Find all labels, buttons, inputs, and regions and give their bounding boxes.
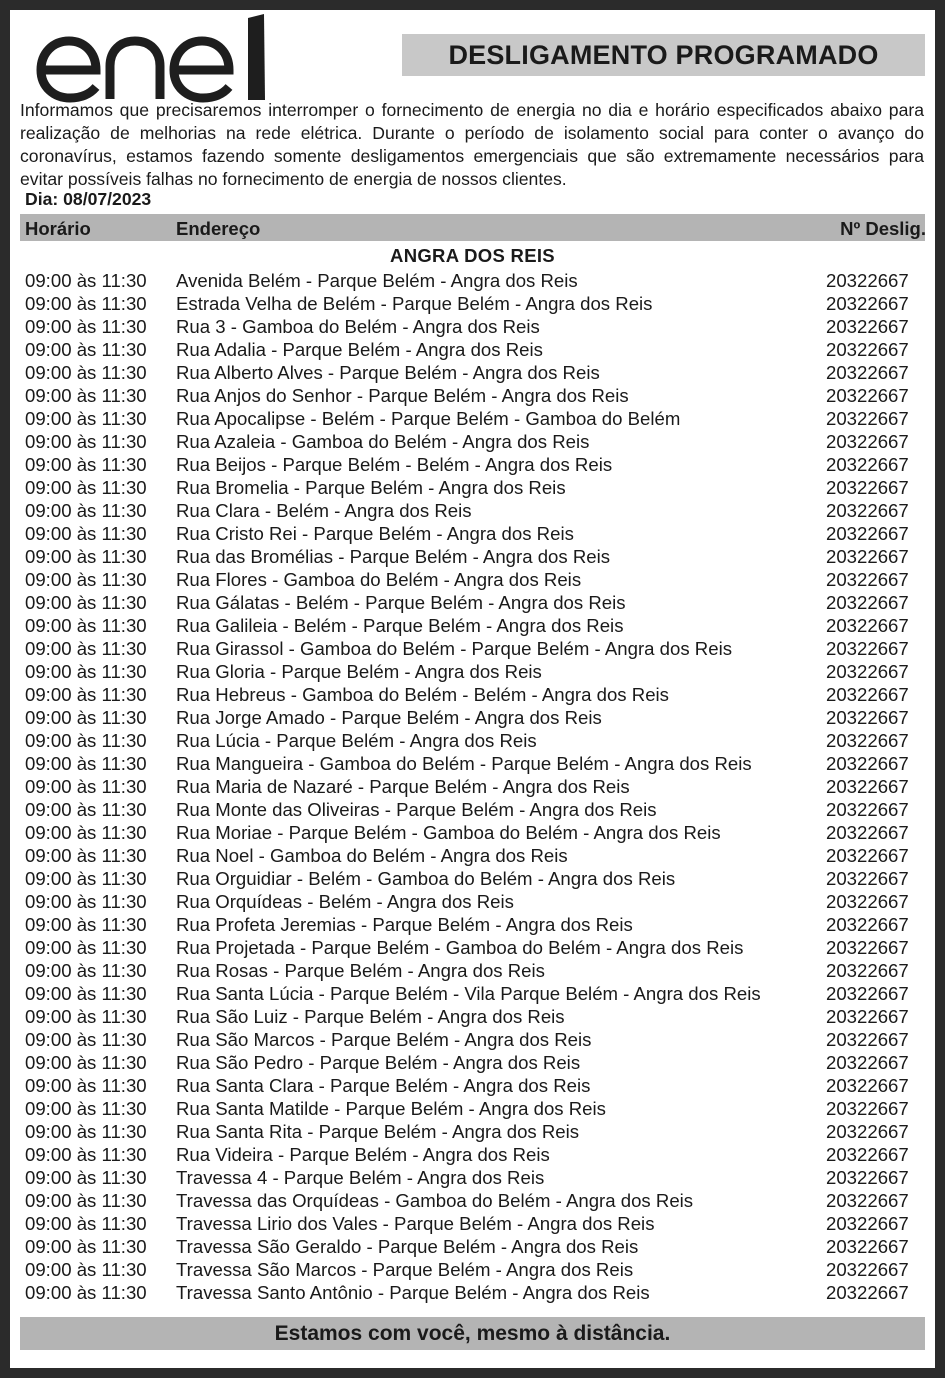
- table-row: [10, 890, 935, 913]
- table-row: [10, 821, 935, 844]
- table-row: [10, 660, 935, 683]
- row-number: 20322667: [826, 822, 909, 843]
- table-row: [10, 706, 935, 729]
- row-address: Rua Videira - Parque Belém - Angra dos Reis: [176, 1144, 550, 1165]
- table-row: [10, 982, 935, 1005]
- table-row: [10, 729, 935, 752]
- row-address: Rua Jorge Amado - Parque Belém - Angra dos Reis: [176, 707, 602, 728]
- row-time: 09:00 às 11:30: [25, 1144, 147, 1165]
- table-row: [10, 269, 935, 292]
- row-number: 20322667: [826, 408, 909, 429]
- table-row: [10, 568, 935, 591]
- row-address: Rua Monte das Oliveiras - Parque Belém - Angra dos Reis: [176, 799, 657, 820]
- row-number: 20322667: [826, 500, 909, 521]
- row-number: 20322667: [826, 776, 909, 797]
- table-row: [10, 1028, 935, 1051]
- row-address: Rua São Pedro - Parque Belém - Angra dos Reis: [176, 1052, 581, 1073]
- table-row: [10, 384, 935, 407]
- footer-banner: Estamos com você, mesmo à distância.: [20, 1317, 925, 1350]
- intro-paragraph: Informamos que precisaremos interromper o fornecimento de energia no dia e horário especificados abaixo para realização de melhorias na rede elétrica. Durante o período de isolamento social para conter o avanço do coronavírus, estamos fazendo somente desligamentos emergenciais que são extremamente necessários para evitar possíveis falhas no fornecimento de energia de nossos clientes.: [20, 100, 924, 189]
- row-time: 09:00 às 11:30: [25, 638, 147, 659]
- row-address: Rua Orquídeas - Belém - Angra dos Reis: [176, 891, 514, 912]
- table-row: [10, 637, 935, 660]
- table-row: [10, 430, 935, 453]
- table-row: [10, 936, 935, 959]
- row-time: 09:00 às 11:30: [25, 569, 147, 590]
- table-row: [10, 1212, 935, 1235]
- table-row: [10, 775, 935, 798]
- row-address: Rua Rosas - Parque Belém - Angra dos Reis: [176, 960, 545, 981]
- row-number: 20322667: [826, 845, 909, 866]
- row-number: 20322667: [826, 1006, 909, 1027]
- row-number: 20322667: [826, 983, 909, 1004]
- row-address: Rua Profeta Jeremias - Parque Belém - Angra dos Reis: [176, 914, 633, 935]
- row-address: Rua Mangueira - Gamboa do Belém - Parque Belém - Angra dos Reis: [176, 753, 752, 774]
- row-time: 09:00 às 11:30: [25, 1282, 147, 1303]
- row-address: Rua Santa Lúcia - Parque Belém - Vila Parque Belém - Angra dos Reis: [176, 983, 761, 1004]
- row-number: 20322667: [826, 569, 909, 590]
- row-time: 09:00 às 11:30: [25, 1190, 147, 1211]
- table-row: [10, 361, 935, 384]
- row-time: 09:00 às 11:30: [25, 914, 147, 935]
- row-time: 09:00 às 11:30: [25, 1006, 147, 1027]
- row-address: Travessa Lirio dos Vales - Parque Belém - Angra dos Reis: [176, 1213, 655, 1234]
- row-address: Rua Cristo Rei - Parque Belém - Angra dos Reis: [176, 523, 574, 544]
- row-address: Rua Clara - Belém - Angra dos Reis: [176, 500, 472, 521]
- row-number: 20322667: [826, 638, 909, 659]
- row-number: 20322667: [826, 1121, 909, 1142]
- row-time: 09:00 às 11:30: [25, 362, 147, 383]
- row-address: Rua Lúcia - Parque Belém - Angra dos Reis: [176, 730, 537, 751]
- row-address: Travessa 4 - Parque Belém - Angra dos Reis: [176, 1167, 545, 1188]
- row-time: 09:00 às 11:30: [25, 615, 147, 636]
- city-heading: ANGRA DOS REIS: [390, 245, 555, 266]
- row-number: 20322667: [826, 661, 909, 682]
- row-time: 09:00 às 11:30: [25, 523, 147, 544]
- outage-table-body: [10, 269, 935, 1304]
- row-number: 20322667: [826, 431, 909, 452]
- row-address: Rua Galileia - Belém - Parque Belém - Angra dos Reis: [176, 615, 624, 636]
- table-row: [10, 1051, 935, 1074]
- row-time: 09:00 às 11:30: [25, 684, 147, 705]
- row-number: 20322667: [826, 454, 909, 475]
- row-time: 09:00 às 11:30: [25, 730, 147, 751]
- row-address: Rua Santa Rita - Parque Belém - Angra dos Reis: [176, 1121, 580, 1142]
- row-number: 20322667: [826, 753, 909, 774]
- row-time: 09:00 às 11:30: [25, 661, 147, 682]
- row-time: 09:00 às 11:30: [25, 385, 147, 406]
- row-time: 09:00 às 11:30: [25, 293, 147, 314]
- row-address: Rua Gloria - Parque Belém - Angra dos Reis: [176, 661, 542, 682]
- table-row: [10, 913, 935, 936]
- date-label: Dia: 08/07/2023: [25, 189, 152, 209]
- row-time: 09:00 às 11:30: [25, 500, 147, 521]
- row-number: 20322667: [826, 1052, 909, 1073]
- row-time: 09:00 às 11:30: [25, 1075, 147, 1096]
- table-row: [10, 1120, 935, 1143]
- table-row: [10, 407, 935, 430]
- row-address: Travessa Santo Antônio - Parque Belém - Angra dos Reis: [176, 1282, 650, 1303]
- row-address: Rua Azaleia - Gamboa do Belém - Angra dos Reis: [176, 431, 590, 452]
- row-number: 20322667: [826, 707, 909, 728]
- table-row: [10, 453, 935, 476]
- table-row: [10, 545, 935, 568]
- row-address: Avenida Belém - Parque Belém - Angra dos Reis: [176, 270, 578, 291]
- table-row: [10, 798, 935, 821]
- table-row: [10, 315, 935, 338]
- row-time: 09:00 às 11:30: [25, 960, 147, 981]
- column-header-number: Nº Deslig.: [840, 218, 926, 239]
- row-number: 20322667: [826, 914, 909, 935]
- row-number: 20322667: [826, 477, 909, 498]
- row-time: 09:00 às 11:30: [25, 937, 147, 958]
- row-address: Rua Beijos - Parque Belém - Belém - Angra dos Reis: [176, 454, 613, 475]
- row-time: 09:00 às 11:30: [25, 1052, 147, 1073]
- table-row: [10, 591, 935, 614]
- column-header-address: Endereço: [176, 218, 261, 239]
- row-number: 20322667: [826, 592, 909, 613]
- table-row: [10, 683, 935, 706]
- row-number: 20322667: [826, 615, 909, 636]
- row-address: Rua Orguidiar - Belém - Gamboa do Belém - Angra dos Reis: [176, 868, 676, 889]
- row-number: 20322667: [826, 730, 909, 751]
- row-address: Rua Hebreus - Gamboa do Belém - Belém - Angra dos Reis: [176, 684, 669, 705]
- table-row: [10, 844, 935, 867]
- row-address: Rua São Luiz - Parque Belém - Angra dos Reis: [176, 1006, 565, 1027]
- row-number: 20322667: [826, 1029, 909, 1050]
- row-time: 09:00 às 11:30: [25, 1167, 147, 1188]
- table-row: [10, 1166, 935, 1189]
- table-row: [10, 476, 935, 499]
- row-time: 09:00 às 11:30: [25, 454, 147, 475]
- table-row: [10, 1143, 935, 1166]
- table-row: [10, 1097, 935, 1120]
- table-row: [10, 1189, 935, 1212]
- row-time: 09:00 às 11:30: [25, 1236, 147, 1257]
- table-row: [10, 338, 935, 361]
- row-time: 09:00 às 11:30: [25, 868, 147, 889]
- row-time: 09:00 às 11:30: [25, 1213, 147, 1234]
- row-time: 09:00 às 11:30: [25, 316, 147, 337]
- row-address: Rua Gálatas - Belém - Parque Belém - Angra dos Reis: [176, 592, 626, 613]
- table-row: [10, 1235, 935, 1258]
- table-row: [10, 1074, 935, 1097]
- row-number: 20322667: [826, 339, 909, 360]
- row-time: 09:00 às 11:30: [25, 1121, 147, 1142]
- row-address: Rua 3 - Gamboa do Belém - Angra dos Reis: [176, 316, 540, 337]
- column-header-time: Horário: [25, 218, 91, 239]
- row-address: Rua das Bromélias - Parque Belém - Angra dos Reis: [176, 546, 611, 567]
- row-time: 09:00 às 11:30: [25, 891, 147, 912]
- row-number: 20322667: [826, 960, 909, 981]
- row-time: 09:00 às 11:30: [25, 1098, 147, 1119]
- row-time: 09:00 às 11:30: [25, 776, 147, 797]
- table-row: [10, 959, 935, 982]
- row-time: 09:00 às 11:30: [25, 339, 147, 360]
- row-number: 20322667: [826, 523, 909, 544]
- row-number: 20322667: [826, 891, 909, 912]
- row-time: 09:00 às 11:30: [25, 983, 147, 1004]
- row-number: 20322667: [826, 1282, 909, 1303]
- row-number: 20322667: [826, 937, 909, 958]
- row-address: Travessa das Orquídeas - Gamboa do Belém - Angra dos Reis: [176, 1190, 694, 1211]
- row-time: 09:00 às 11:30: [25, 270, 147, 291]
- notice-page: [10, 10, 935, 1368]
- row-time: 09:00 às 11:30: [25, 1029, 147, 1050]
- row-time: 09:00 às 11:30: [25, 477, 147, 498]
- row-time: 09:00 às 11:30: [25, 431, 147, 452]
- row-number: 20322667: [826, 868, 909, 889]
- row-time: 09:00 às 11:30: [25, 845, 147, 866]
- row-time: 09:00 às 11:30: [25, 707, 147, 728]
- row-address: Rua Apocalipse - Belém - Parque Belém - Gamboa do Belém: [176, 408, 681, 429]
- row-address: Rua Anjos do Senhor - Parque Belém - Angra dos Reis: [176, 385, 629, 406]
- row-number: 20322667: [826, 385, 909, 406]
- table-row: [10, 867, 935, 890]
- row-time: 09:00 às 11:30: [25, 592, 147, 613]
- row-number: 20322667: [826, 684, 909, 705]
- table-row: [10, 1258, 935, 1281]
- row-address: Estrada Velha de Belém - Parque Belém - Angra dos Reis: [176, 293, 653, 314]
- row-number: 20322667: [826, 293, 909, 314]
- row-number: 20322667: [826, 1190, 909, 1211]
- table-row: [10, 1281, 935, 1304]
- table-row: [10, 752, 935, 775]
- row-address: Travessa São Marcos - Parque Belém - Angra dos Reis: [176, 1259, 634, 1280]
- table-row: [10, 522, 935, 545]
- row-address: Rua Moriae - Parque Belém - Gamboa do Belém - Angra dos Reis: [176, 822, 721, 843]
- row-time: 09:00 às 11:30: [25, 799, 147, 820]
- row-number: 20322667: [826, 1259, 909, 1280]
- row-time: 09:00 às 11:30: [25, 753, 147, 774]
- row-address: Travessa São Geraldo - Parque Belém - Angra dos Reis: [176, 1236, 639, 1257]
- row-address: Rua Santa Clara - Parque Belém - Angra dos Reis: [176, 1075, 591, 1096]
- row-number: 20322667: [826, 1213, 909, 1234]
- row-time: 09:00 às 11:30: [25, 546, 147, 567]
- row-time: 09:00 às 11:30: [25, 408, 147, 429]
- row-address: Rua Santa Matilde - Parque Belém - Angra dos Reis: [176, 1098, 606, 1119]
- row-number: 20322667: [826, 316, 909, 337]
- table-row: [10, 292, 935, 315]
- row-number: 20322667: [826, 1167, 909, 1188]
- title-banner: DESLIGAMENTO PROGRAMADO: [402, 34, 925, 76]
- row-time: 09:00 às 11:30: [25, 1259, 147, 1280]
- row-address: Rua Flores - Gamboa do Belém - Angra dos Reis: [176, 569, 582, 590]
- row-address: Rua Bromelia - Parque Belém - Angra dos Reis: [176, 477, 566, 498]
- row-number: 20322667: [826, 799, 909, 820]
- table-row: [10, 1005, 935, 1028]
- row-time: 09:00 às 11:30: [25, 822, 147, 843]
- enel-logo: [34, 14, 284, 110]
- row-address: Rua Maria de Nazaré - Parque Belém - Angra dos Reis: [176, 776, 630, 797]
- row-address: Rua São Marcos - Parque Belém - Angra dos Reis: [176, 1029, 592, 1050]
- row-address: Rua Girassol - Gamboa do Belém - Parque Belém - Angra dos Reis: [176, 638, 732, 659]
- row-number: 20322667: [826, 1098, 909, 1119]
- table-header: [20, 214, 925, 241]
- row-address: Rua Adalia - Parque Belém - Angra dos Reis: [176, 339, 543, 360]
- row-number: 20322667: [826, 1144, 909, 1165]
- row-address: Rua Alberto Alves - Parque Belém - Angra dos Reis: [176, 362, 600, 383]
- table-row: [10, 499, 935, 522]
- table-row: [10, 614, 935, 637]
- row-address: Rua Noel - Gamboa do Belém - Angra dos Reis: [176, 845, 568, 866]
- row-address: Rua Projetada - Parque Belém - Gamboa do Belém - Angra dos Reis: [176, 937, 744, 958]
- row-number: 20322667: [826, 546, 909, 567]
- row-number: 20322667: [826, 1075, 909, 1096]
- row-number: 20322667: [826, 362, 909, 383]
- row-number: 20322667: [826, 1236, 909, 1257]
- row-number: 20322667: [826, 270, 909, 291]
